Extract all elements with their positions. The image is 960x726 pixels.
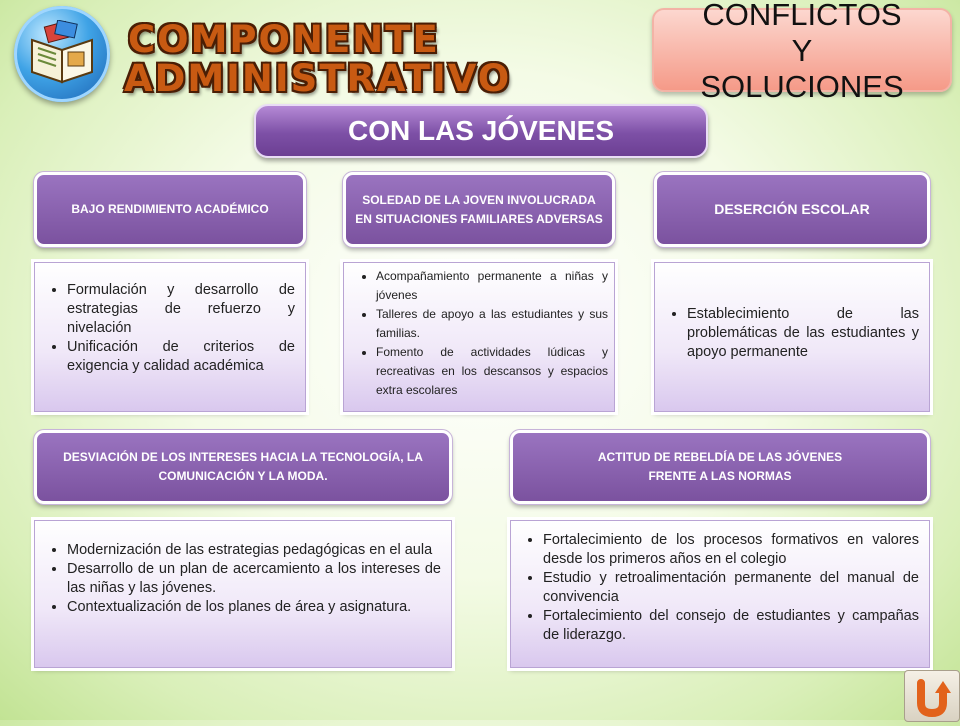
- return-arrow-icon: [905, 671, 959, 721]
- card-3-title: DESERCIÓN ESCOLAR: [714, 201, 870, 217]
- card-5-item: • Fortalecimiento del consejo de estudiantes y campañas de liderazgo.: [543, 607, 919, 645]
- topic-line-2: Y: [791, 33, 813, 68]
- card-1-item: • Formulación y desarrollo de estrategias de refuerzo y nivelación: [67, 281, 295, 338]
- topic-badge: [652, 0, 952, 104]
- card-5-title-line-1: ACTITUD DE REBELDÍA DE LAS JÓVENES: [597, 450, 843, 464]
- card-2-header: [343, 172, 615, 247]
- card-2-title: SOLEDAD DE LA JOVEN INVOLUCRADA EN SITUACIONES FAMILIARES ADVERSAS: [355, 192, 603, 226]
- card-4-item: • Desarrollo de un plan de acercamiento a los intereses de las niñas y las jóvenes.: [67, 560, 441, 598]
- card-1-title: BAJO RENDIMIENTO ACADÉMICO: [71, 202, 269, 216]
- card-5-item: • Estudio y retroalimentación permanente del manual de convivencia: [543, 569, 919, 607]
- card-5-title-line-2: FRENTE A LAS NORMAS: [648, 469, 792, 483]
- card-4-header: [34, 430, 452, 504]
- card-4-item: • Modernización de las estrategias pedagógicas en el aula: [67, 541, 441, 560]
- card-3-header: [654, 172, 930, 247]
- card-2-item: • Fomento de actividades lúdicas y recreativas en los descansos y espacios extra escolares: [376, 343, 608, 400]
- card-1-content: [34, 262, 306, 412]
- subtitle-text: CON LAS JÓVENES: [347, 115, 615, 146]
- card-2-item: • Acompañamiento permanente a niñas y jóvenes: [376, 267, 608, 305]
- card-4-item: • Contextualización de los planes de área y asignatura.: [67, 598, 441, 617]
- card-4-content: [34, 520, 452, 668]
- card-3-item: • Establecimiento de las problemáticas de las estudiantes y apoyo permanente: [687, 305, 919, 362]
- card-4-title: DESVIACIÓN DE LOS INTERESES HACIA LA TECNOLOGÍA, LA COMUNICACIÓN Y LA MODA.: [63, 450, 423, 483]
- return-button[interactable]: [904, 670, 960, 722]
- card-2-item: • Talleres de apoyo a las estudiantes y sus familias.: [376, 305, 608, 343]
- card-5-header: [510, 430, 930, 504]
- card-5-item: • Fortalecimiento de los procesos formativos en valores desde los primeros años en el colegio: [543, 531, 919, 569]
- title-line-2: ADMINISTRATIVO: [124, 57, 512, 100]
- card-5-content: [510, 520, 930, 668]
- card-2-content: [343, 262, 615, 412]
- card-1-item: • Unificación de criterios de exigencia y calidad académica: [67, 338, 295, 376]
- card-1-header: [34, 172, 306, 247]
- topic-line-1: CONFLICTOS: [702, 0, 902, 32]
- card-3-content: [654, 262, 930, 412]
- books-logo-icon: [14, 6, 110, 102]
- subtitle-banner: [254, 104, 708, 158]
- topic-line-3: SOLUCIONES: [700, 69, 904, 104]
- title-line-1: COMPONENTE: [128, 18, 440, 61]
